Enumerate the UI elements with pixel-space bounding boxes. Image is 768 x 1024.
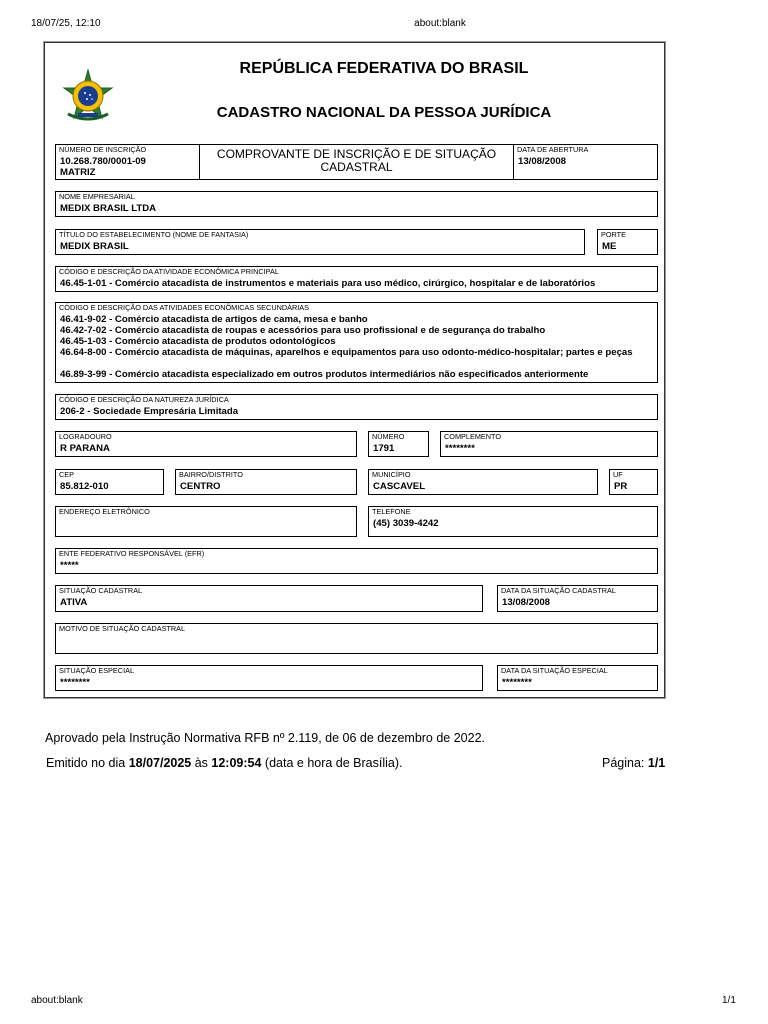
bairro-label: BAIRRO/DISTRITO (179, 470, 243, 479)
complemento-value: ******** (445, 443, 475, 454)
page-indicator: Página: 1/1 (602, 756, 666, 770)
inscricao-box (55, 144, 200, 180)
matriz-value: MATRIZ (60, 167, 96, 178)
print-url: about:blank (414, 18, 466, 29)
situacao-label: SITUAÇÃO CADASTRAL (59, 586, 143, 595)
telefone-label: TELEFONE (372, 507, 411, 516)
nome-label: NOME EMPRESARIAL (59, 192, 135, 201)
nome-box (55, 191, 658, 217)
efr-value: ***** (60, 560, 79, 571)
secundaria-item: 46.45-1-03 - Comércio atacadista de produtos odontológicos (60, 336, 336, 347)
document-title: REPÚBLICA FEDERATIVA DO BRASIL (239, 60, 529, 77)
fantasia-label: TÍTULO DO ESTABELECIMENTO (NOME DE FANTASIA) (59, 230, 249, 239)
efr-box (55, 548, 658, 574)
abertura-box (513, 144, 658, 180)
abertura-value: 13/08/2008 (518, 156, 567, 167)
comprovante-title: COMPROVANTE DE INSCRIÇÃO E DE SITUAÇÃO CADASTRAL (216, 147, 497, 174)
numero-box (368, 431, 429, 457)
efr-label: ENTE FEDERATIVO RESPONSÁVEL (EFR) (59, 549, 205, 558)
nome-value: MEDIX BRASIL LTDA (60, 203, 157, 214)
principal-value: 46.45-1-01 - Comércio atacadista de instrumentos e materiais para uso médico, cirúrgico, hospitalar e de laboratórios (60, 278, 596, 289)
emission-date: 18/07/2025 (128, 756, 192, 770)
page-number: 1/1 (647, 756, 666, 770)
cep-value: 85.812-010 (60, 481, 109, 492)
inscricao-label: NÚMERO DE INSCRIÇÃO (59, 145, 147, 154)
natureza-value: 206-2 - Sociedade Empresária Limitada (60, 406, 239, 417)
secundaria-item: 46.42-7-02 - Comércio atacadista de roupas e acessórios para uso profissional e de segurança do trabalho (60, 325, 546, 336)
uf-value: PR (614, 481, 628, 492)
numero-label: NÚMERO (372, 432, 405, 441)
porte-box (597, 229, 658, 255)
motivo-label: MOTIVO DE SITUAÇÃO CADASTRAL (59, 624, 186, 633)
logradouro-value: R PARANA (60, 443, 110, 454)
data-situacao-value: 13/08/2008 (502, 597, 551, 608)
situacao-value: ATIVA (60, 597, 88, 608)
data-situacao-box (497, 585, 658, 612)
data-especial-value: ******** (502, 677, 532, 688)
especial-label: SITUAÇÃO ESPECIAL (59, 666, 135, 675)
uf-label: UF (613, 470, 623, 479)
print-footer-page: 1/1 (722, 995, 736, 1006)
inscricao-value: 10.268.780/0001-09 (60, 156, 146, 167)
fantasia-value: MEDIX BRASIL (60, 241, 129, 252)
porte-value: ME (602, 241, 617, 252)
comprovante-box (199, 144, 514, 180)
bairro-value: CENTRO (180, 481, 221, 492)
porte-label: PORTE (601, 230, 627, 239)
logradouro-label: LOGRADOURO (59, 432, 112, 441)
email-box (55, 506, 357, 537)
logradouro-box (55, 431, 357, 457)
bairro-box (175, 469, 357, 495)
secundaria-item: 46.89-3-99 - Comércio atacadista especializado em outros produtos intermediários não especificados anteriormente (60, 369, 589, 380)
complemento-box (440, 431, 658, 457)
print-datetime: 18/07/25, 12:10 (31, 18, 101, 29)
data-situacao-label: DATA DA SITUAÇÃO CADASTRAL (501, 586, 616, 595)
abertura-label: DATA DE ABERTURA (517, 145, 589, 154)
telefone-box (368, 506, 658, 537)
secundarias-box (55, 302, 658, 383)
municipio-value: CASCAVEL (373, 481, 426, 492)
emission-note: Emitido no dia 18/07/2025 às 12:09:54 (data e hora de Brasília). (46, 756, 403, 770)
especial-box (55, 665, 483, 691)
natureza-label: CÓDIGO E DESCRIÇÃO DA NATUREZA JURÍDICA (59, 395, 229, 404)
data-especial-box (497, 665, 658, 691)
cep-label: CEP (59, 470, 75, 479)
approval-note: Aprovado pela Instrução Normativa RFB nº 2.119, de 06 de dezembro de 2022. (45, 731, 486, 745)
principal-box (55, 266, 658, 292)
numero-value: 1791 (373, 443, 395, 454)
situacao-box (55, 585, 483, 612)
cep-box (55, 469, 164, 495)
secundaria-item: 46.64-8-00 - Comércio atacadista de máquinas, aparelhos e equipamentos para uso odonto-médico-hospitalar; partes e peças (60, 347, 633, 358)
data-especial-label: DATA DA SITUAÇÃO ESPECIAL (501, 666, 608, 675)
natureza-box (55, 394, 658, 420)
secundaria-item: 46.41-9-02 - Comércio atacadista de artigos de cama, mesa e banho (60, 314, 368, 325)
uf-box (609, 469, 658, 495)
email-label: ENDEREÇO ELETRÔNICO (59, 507, 150, 516)
emission-time: 12:09:54 (211, 756, 262, 770)
document-subtitle: CADASTRO NACIONAL DA PESSOA JURÍDICA (216, 104, 552, 121)
fantasia-box (55, 229, 585, 255)
secundarias-label: CÓDIGO E DESCRIÇÃO DAS ATIVIDADES ECONÔMICAS SECUNDÁRIAS (59, 303, 310, 312)
telefone-value: (45) 3039-4242 (373, 518, 439, 529)
municipio-label: MUNICÍPIO (372, 470, 411, 479)
motivo-box (55, 623, 658, 654)
complemento-label: COMPLEMENTO (444, 432, 502, 441)
especial-value: ******** (60, 677, 90, 688)
municipio-box (368, 469, 598, 495)
print-footer-url: about:blank (31, 995, 83, 1006)
principal-label: CÓDIGO E DESCRIÇÃO DA ATIVIDADE ECONÔMICA PRINCIPAL (59, 267, 279, 276)
